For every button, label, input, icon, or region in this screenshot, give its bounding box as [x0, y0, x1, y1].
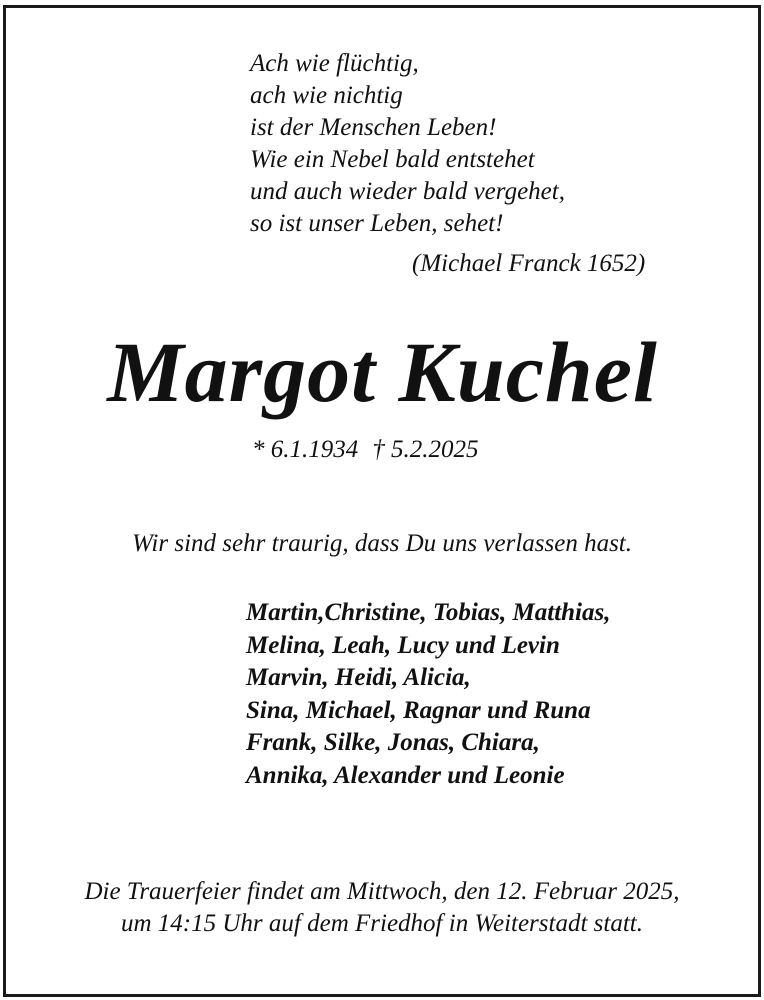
poem-line: und auch wieder bald vergehet, — [250, 178, 565, 205]
death-date: † 5.2.2025 — [372, 436, 479, 463]
life-dates — [252, 434, 479, 466]
mourners-line: Melina, Leah, Lucy und Levin — [246, 631, 560, 659]
funeral-info — [0, 876, 764, 940]
birth-date: * 6.1.1934 — [252, 436, 359, 463]
mourning-message: Wir sind sehr traurig, dass Du uns verlassen hast. — [131, 530, 633, 557]
poem-line: ach wie nichtig — [250, 82, 403, 109]
funeral-info-line: um 14:15 Uhr auf dem Friedhof in Weiterstadt statt. — [121, 910, 643, 937]
poem-attribution: (Michael Franck 1652) — [412, 250, 646, 277]
mourners-list — [246, 597, 610, 792]
mourners-line: Marvin, Heidi, Alicia, — [246, 664, 471, 691]
mourners-line: Sina, Michael, Ragnar und Runa — [246, 696, 591, 724]
mourners-line: Frank, Silke, Jonas, Chiara, — [246, 729, 540, 756]
poem-line: ist der Menschen Leben! — [250, 114, 497, 141]
poem — [250, 48, 565, 240]
poem-line: Wie ein Nebel bald entstehet — [250, 146, 535, 173]
mourners-line: Annika, Alexander und Leonie — [246, 761, 565, 789]
mourners-line: Martin,Christine, Tobias, Matthias, — [246, 599, 611, 626]
funeral-info-line: Die Trauerfeier findet am Mittwoch, den 12. Februar 2025, — [84, 878, 680, 905]
deceased-name: Margot Kuchel — [107, 324, 658, 420]
poem-line: Ach wie flüchtig, — [250, 50, 419, 77]
poem-line: so ist unser Leben, sehet! — [250, 210, 504, 237]
